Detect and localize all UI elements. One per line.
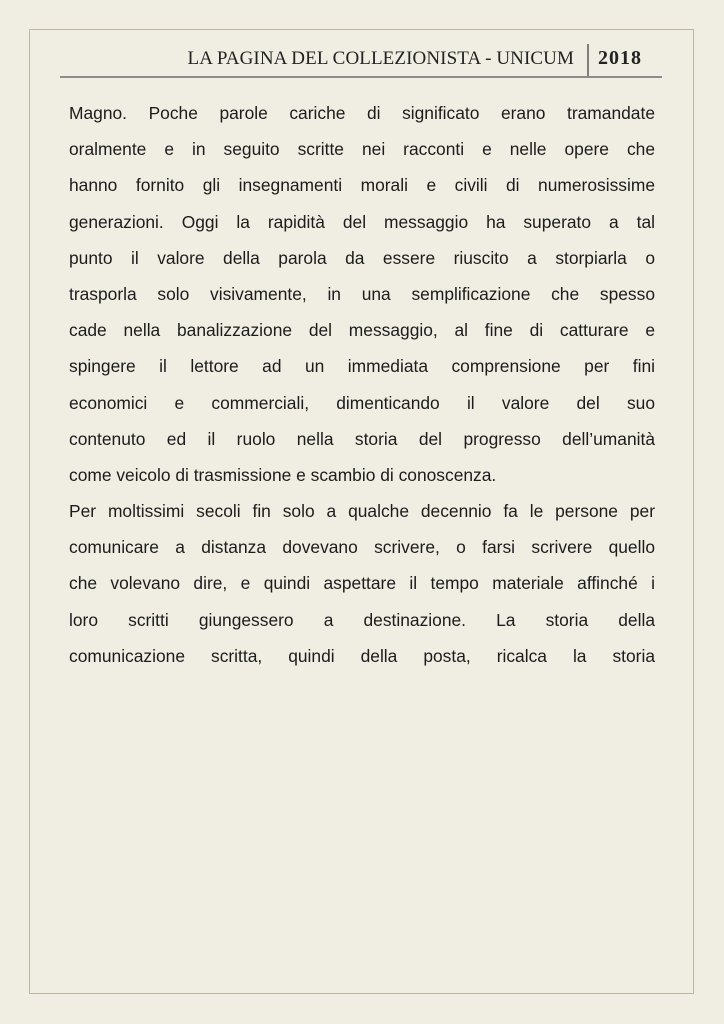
text-line: Per moltissimi secoli fin solo a qualche decennio fa le persone per — [69, 501, 655, 522]
body-text — [69, 95, 655, 674]
text-line: contenuto ed il ruolo nella storia del progresso dell’umanità — [69, 428, 655, 449]
text-line: comunicare a distanza dovevano scrivere, o farsi scrivere quello — [69, 537, 655, 558]
text-line: punto il valore della parola da essere riuscito a storpiarla o — [69, 247, 655, 268]
text-line: oralmente e in seguito scritte nei racconti e nelle opere che — [69, 139, 655, 160]
text-line: spingere il lettore ad un immediata comprensione per fini — [69, 356, 655, 377]
header-title: LA PAGINA DEL COLLEZIONISTA - UNICUM — [187, 48, 574, 69]
page-header — [60, 44, 662, 78]
text-line: economici e commerciali, dimenticando il valore del suo — [69, 392, 655, 413]
text-line: generazioni. Oggi la rapidità del messaggio ha superato a tal — [69, 211, 655, 232]
header-separator — [587, 44, 589, 78]
text-line: Magno. Poche parole cariche di significato erano tramandate — [69, 103, 655, 123]
header-rule — [60, 76, 662, 78]
text-line: che volevano dire, e quindi aspettare il tempo materiale affinché i — [69, 573, 655, 594]
text-line: hanno fornito gli insegnamenti morali e civili di numerosissime — [69, 175, 655, 196]
text-line: come veicolo di trasmissione e scambio di conoscenza. — [69, 464, 497, 485]
text-line: comunicazione scritta, quindi della posta, ricalca la storia — [69, 645, 655, 666]
text-line: trasporla solo visivamente, in una semplificazione che spesso — [69, 283, 655, 304]
header-year: 2018 — [598, 47, 642, 69]
text-line: cade nella banalizzazione del messaggio, al fine di catturare e — [69, 320, 655, 341]
text-line: loro scritti giungessero a destinazione. La storia della — [69, 609, 655, 630]
